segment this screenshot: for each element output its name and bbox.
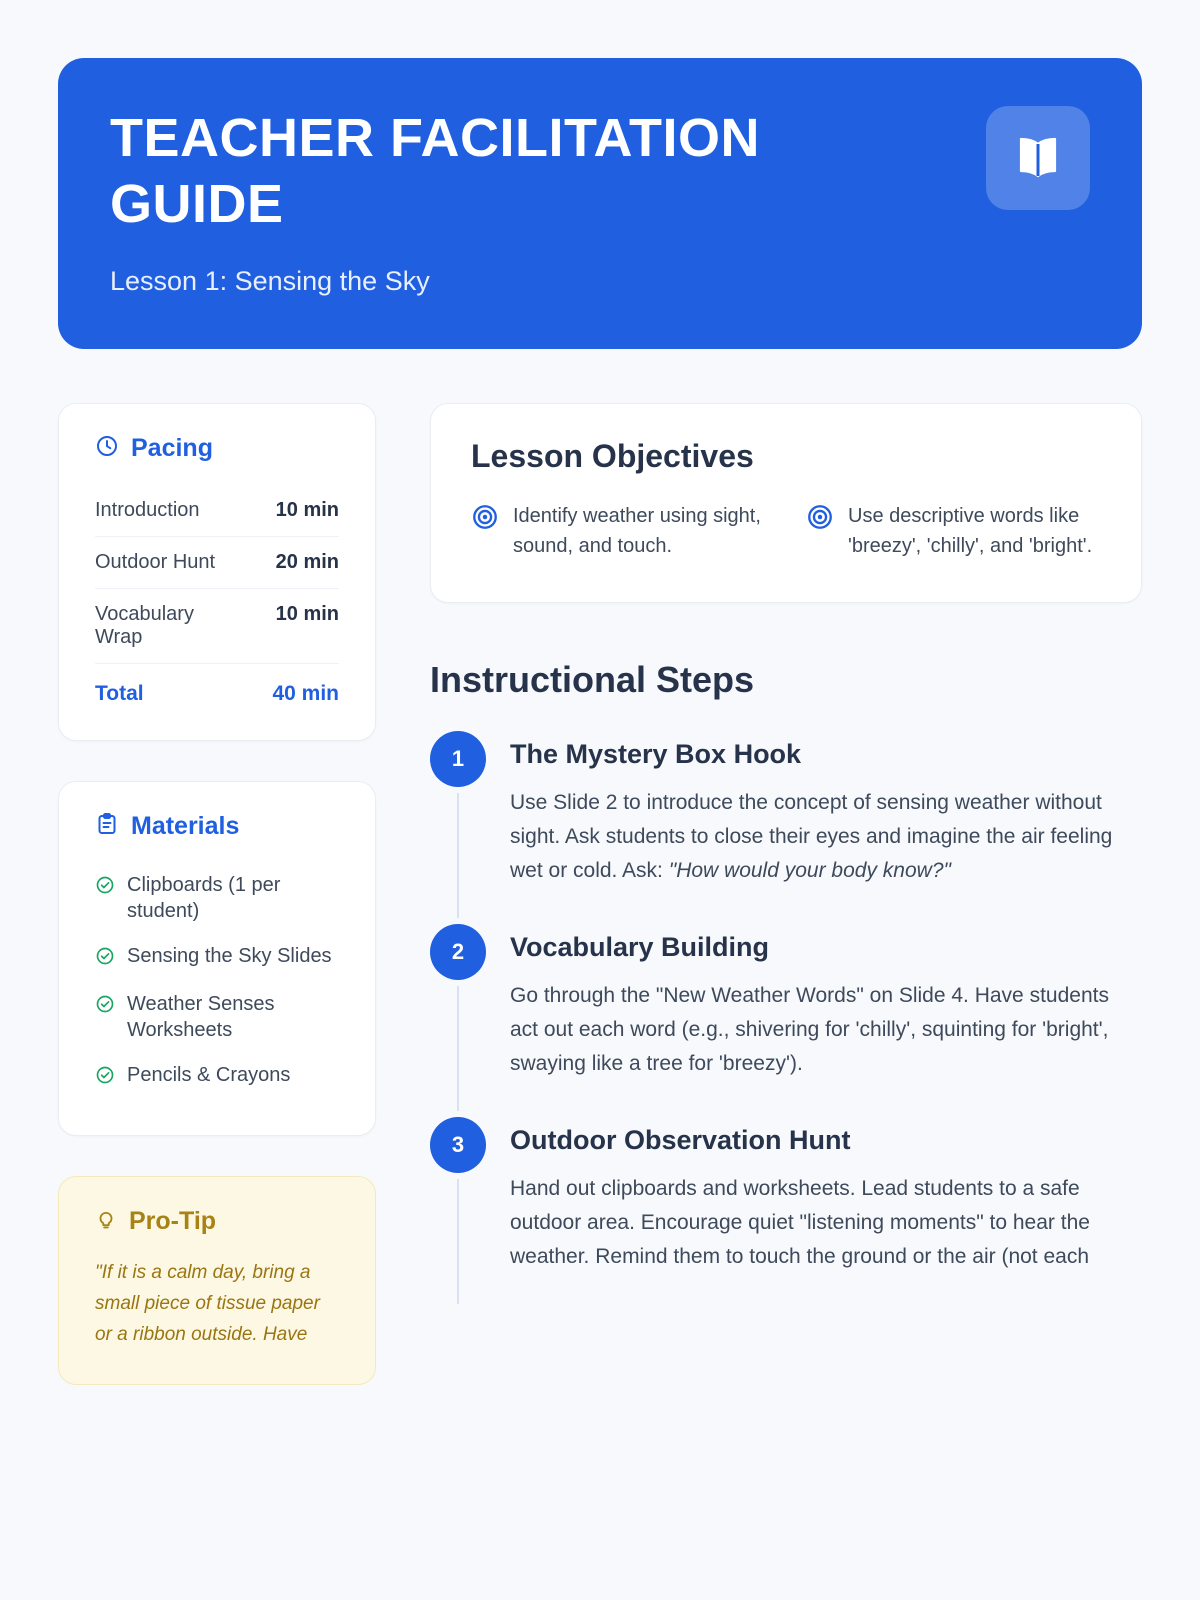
objectives-grid xyxy=(471,501,1101,562)
objective-text: Use descriptive words like 'breezy', 'chilly', and 'bright'. xyxy=(848,504,1093,558)
step-rail-column xyxy=(430,924,486,1117)
check-circle-icon xyxy=(95,1065,115,1092)
pacing-row-value: 20 min xyxy=(275,550,339,573)
list-item xyxy=(95,863,339,934)
objective-item xyxy=(471,501,766,562)
pacing-total-row xyxy=(95,664,339,706)
target-icon xyxy=(471,503,499,562)
step-text: Hand out clipboards and worksheets. Lead students to a safe outdoor area. Encourage quiet "listening moments" to hear the weather. Remind them to touch the ground or the air (not each xyxy=(510,1176,1090,1268)
step-item xyxy=(430,731,1142,924)
check-circle-icon xyxy=(95,946,115,973)
list-item-label: Pencils & Crayons xyxy=(127,1063,291,1086)
step-item xyxy=(430,924,1142,1117)
list-item-label: Sensing the Sky Slides xyxy=(127,944,332,967)
step-rail-column xyxy=(430,1117,486,1310)
step-text xyxy=(510,786,1142,888)
target-icon xyxy=(806,503,834,562)
list-item xyxy=(95,934,339,982)
materials-title: Materials xyxy=(131,811,240,840)
main-column xyxy=(430,403,1142,1386)
list-item-label: Clipboards (1 per student) xyxy=(127,873,281,923)
list-item xyxy=(95,982,339,1053)
instructional-steps-title: Instructional Steps xyxy=(430,658,755,700)
step-rail-column xyxy=(430,731,486,924)
step-number: 2 xyxy=(430,924,486,980)
pacing-row-value: 10 min xyxy=(275,602,339,625)
step-connector xyxy=(457,793,459,918)
step-number: 3 xyxy=(430,1117,486,1173)
step-body xyxy=(510,731,1142,924)
check-circle-icon xyxy=(95,994,115,1021)
step-item xyxy=(430,1117,1142,1310)
clock-icon xyxy=(95,434,119,463)
clipboard-icon xyxy=(95,812,119,841)
step-title: The Mystery Box Hook xyxy=(510,738,802,769)
lightbulb-icon xyxy=(95,1207,117,1236)
sidebar-column xyxy=(58,403,376,1386)
pacing-title: Pacing xyxy=(131,433,213,462)
pacing-total-label: Total xyxy=(95,681,144,705)
step-connector xyxy=(457,986,459,1111)
pacing-row xyxy=(95,589,339,664)
pacing-row xyxy=(95,537,339,589)
pacing-total-value: 40 min xyxy=(272,681,339,705)
pro-tip-text: "If it is a calm day, bring a small piece of tissue paper or a ribbon outside. Have xyxy=(95,1262,320,1345)
step-body xyxy=(510,924,1142,1117)
objectives-title: Lesson Objectives xyxy=(471,437,754,474)
pacing-card xyxy=(58,403,376,741)
pro-tip-card xyxy=(58,1176,376,1385)
step-body xyxy=(510,1117,1142,1310)
list-item xyxy=(95,1053,339,1101)
step-title: Vocabulary Building xyxy=(510,931,770,962)
objectives-card xyxy=(430,403,1142,603)
step-connector xyxy=(457,1179,459,1304)
content-area xyxy=(58,403,1142,1386)
objective-text: Identify weather using sight, sound, and touch. xyxy=(513,504,761,558)
materials-header xyxy=(95,812,339,841)
materials-card xyxy=(58,781,376,1136)
document-header xyxy=(58,58,1142,349)
pro-tip-title: Pro-Tip xyxy=(129,1207,217,1236)
step-number: 1 xyxy=(430,731,486,787)
pacing-row xyxy=(95,485,339,537)
page-title: TEACHER FACILITATION GUIDE xyxy=(110,108,760,234)
pacing-row-label: Introduction xyxy=(95,498,200,521)
objective-item xyxy=(806,501,1101,562)
pacing-header xyxy=(95,434,339,463)
step-title: Outdoor Observation Hunt xyxy=(510,1124,851,1155)
lesson-subtitle: Lesson 1: Sensing the Sky xyxy=(110,265,430,296)
check-circle-icon xyxy=(95,875,115,902)
step-text-main: Use Slide 2 to introduce the concept of sensing weather without sight. Ask students to close their eyes and imagine the air feeling wet or cold. Ask: xyxy=(510,790,1113,882)
open-book-icon xyxy=(986,106,1090,210)
step-text-quote: "How would your body know?" xyxy=(668,858,951,882)
list-item-label: Weather Senses Worksheets xyxy=(127,992,275,1042)
pro-tip-header xyxy=(95,1207,339,1236)
pacing-row-label: Outdoor Hunt xyxy=(95,550,216,573)
pacing-row-label: Vocabulary Wrap xyxy=(95,602,194,648)
step-text: Go through the "New Weather Words" on Slide 4. Have students act out each word (e.g., shivering for 'chilly', squinting for 'bright', swaying like a tree for 'breezy'). xyxy=(510,983,1109,1075)
pacing-row-value: 10 min xyxy=(275,498,339,521)
